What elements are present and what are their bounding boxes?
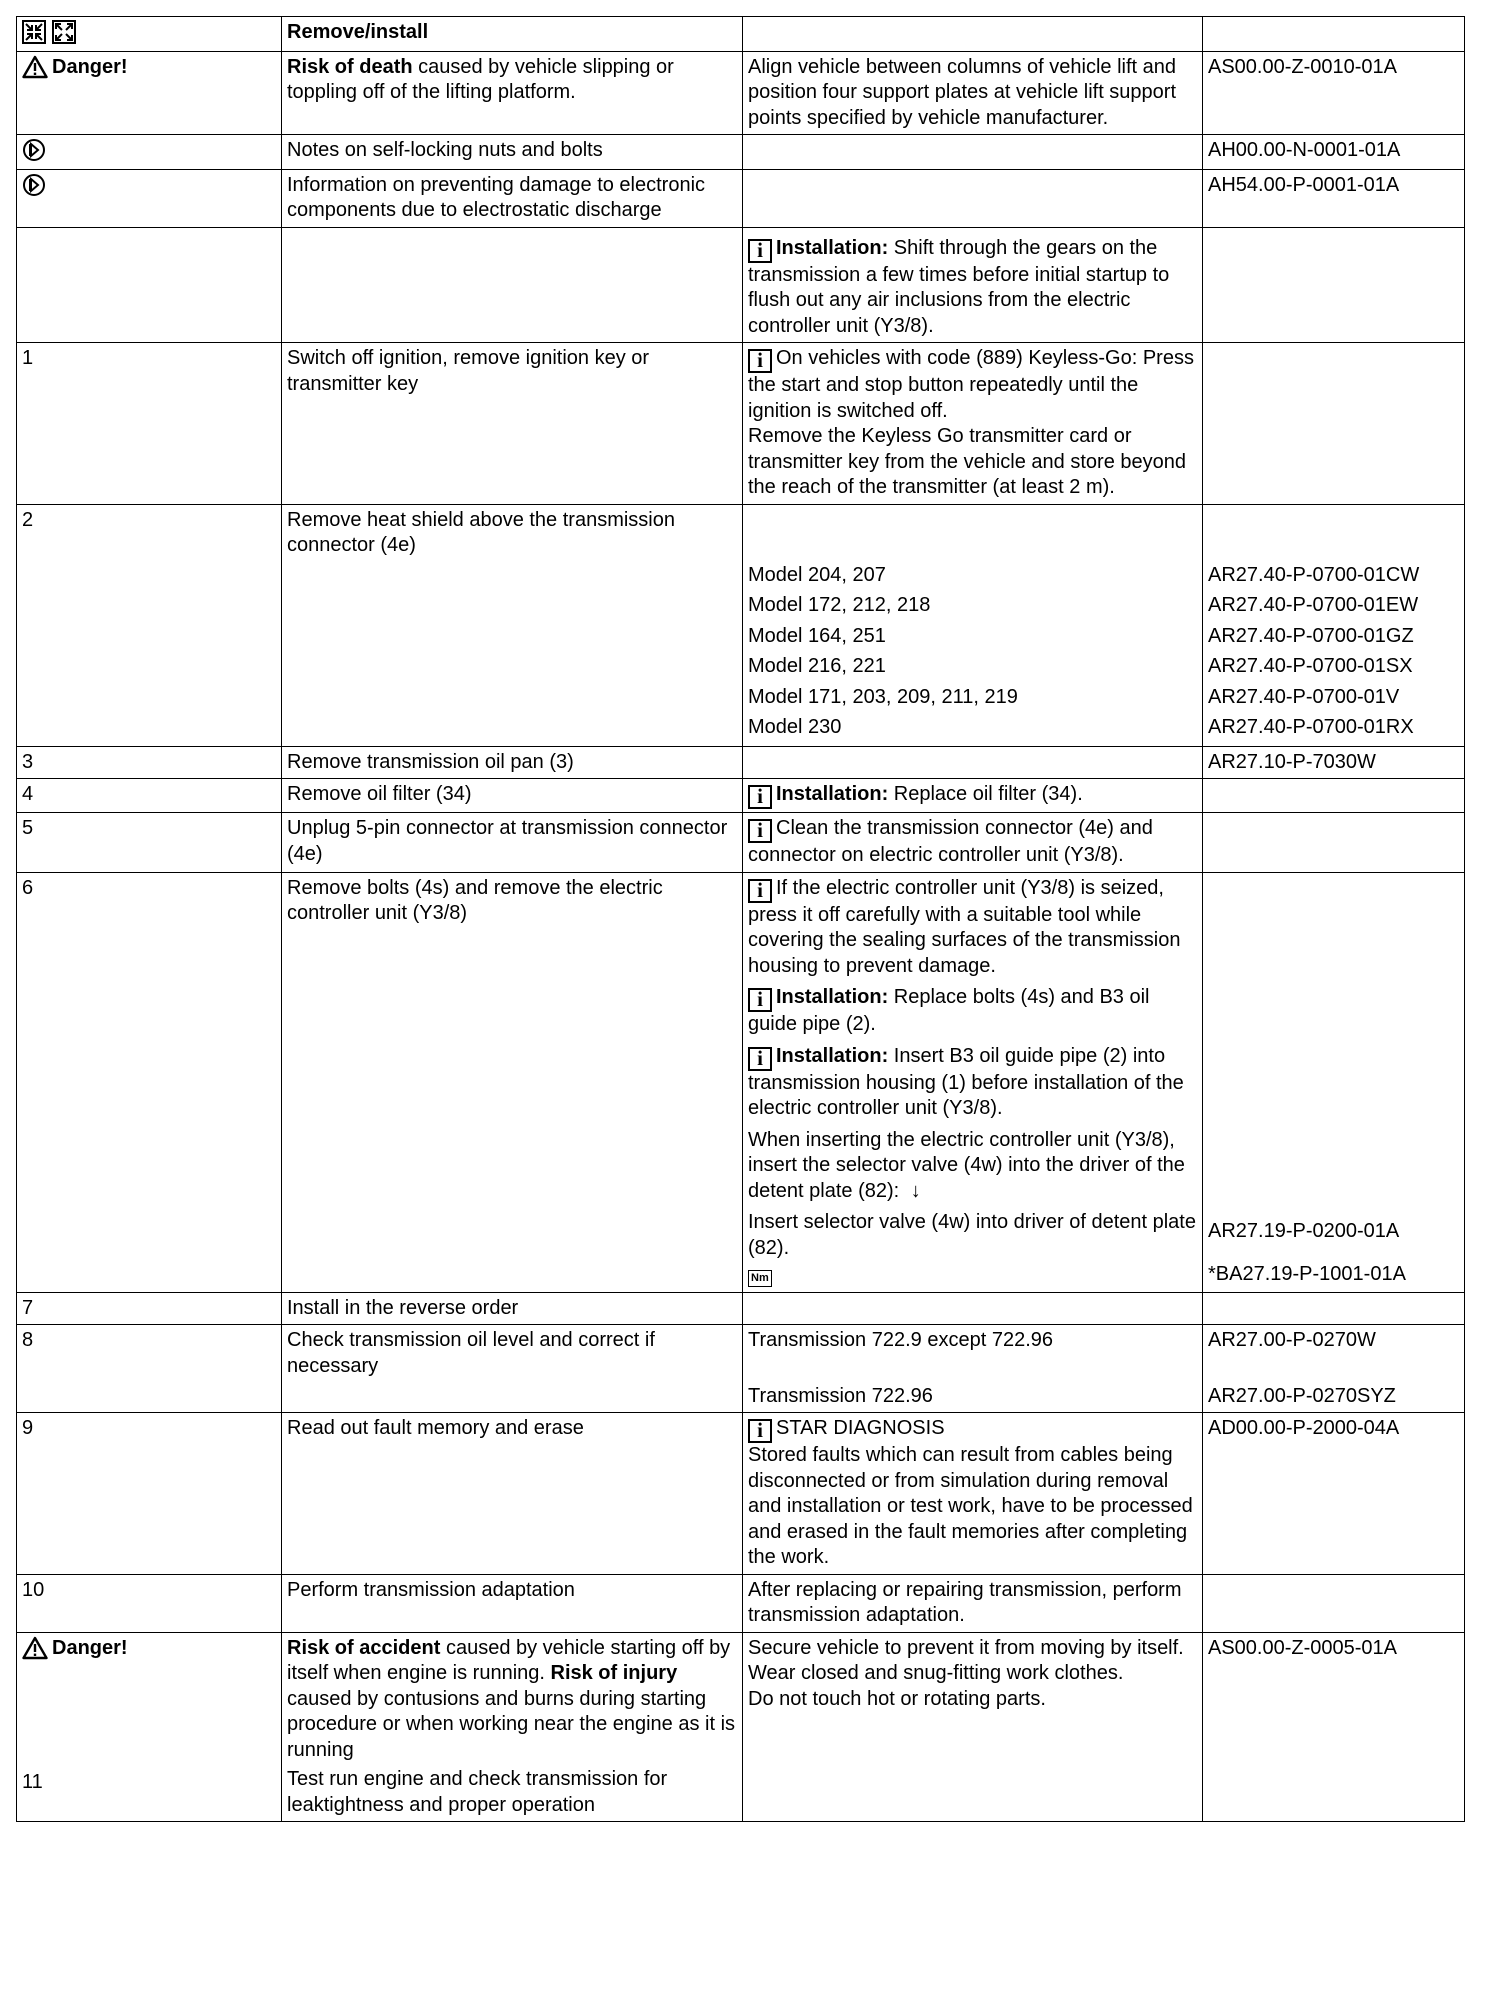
model-item: Model 172, 212, 218 <box>748 594 931 616</box>
info-icon: i <box>748 785 772 809</box>
info-icon: i <box>748 879 772 903</box>
reference-code: AS00.00-Z-0005-01A <box>1203 1632 1465 1822</box>
model-item: Model 230 <box>748 716 842 738</box>
step-number: 4 <box>17 779 282 813</box>
step-text: Remove bolts (4s) and remove the electric controller unit (Y3/8) <box>282 872 743 1292</box>
info-row: i Installation: Shift through the gears on the transmission a few times before initial startup to flush out any air inclusions from the electric controller unit (Y3/8). <box>17 227 1465 343</box>
info-icon: i <box>748 1419 772 1443</box>
step-row: 8 Check transmission oil level and correct if necessary Transmission 722.9 except 722.96 Transmission 722.96 AR27.00-P-0270W AR27.00-P-0270SYZ <box>17 1325 1465 1413</box>
reference-code: AH54.00-P-0001-01A <box>1203 169 1465 227</box>
step-row: 10 Perform transmission adaptation After replacing or repairing transmission, perform transmission adaptation. <box>17 1574 1465 1632</box>
step-number: 7 <box>17 1292 282 1325</box>
reference-code: AR27.19-P-0200-01A <box>1208 1219 1400 1242</box>
step-row <box>17 1292 1465 1325</box>
reference-code: AR27.40-P-0700-01EW <box>1208 594 1419 616</box>
step-number: 8 <box>17 1325 282 1413</box>
step-text: Test run engine and check transmission for leaktightness and proper operation <box>287 1768 668 1816</box>
step-text: Read out fault memory and erase <box>282 1413 743 1575</box>
header-row <box>17 17 1465 52</box>
note-reference-icon <box>22 173 46 197</box>
step-text: Switch off ignition, remove ignition key or transmitter key <box>282 343 743 505</box>
model-item: Model 204, 207 <box>748 563 886 586</box>
reference-code: AR27.40-P-0700-01GZ <box>1208 624 1414 647</box>
warning-triangle-icon <box>22 1636 48 1660</box>
remove-icon <box>22 20 46 44</box>
step-row: 1 Switch off ignition, remove ignition key or transmitter key i On vehicles with code (889) Keyless-Go: Press the start and stop button repeatedly until the ignition is switched off. Remove the Keyless Go transmitter card or transmitter key from the vehicle and store beyond the reach of the transmitter (at least 2 m). <box>17 343 1465 505</box>
reference-code: AR27.40-P-0700-01V <box>1208 685 1400 708</box>
reference-code: AR27.40-P-0700-01RX <box>1208 716 1414 738</box>
step-text: Remove oil filter (34) <box>282 779 743 813</box>
step-text: Unplug 5-pin connector at transmission connector (4e) <box>282 813 743 873</box>
step-text: Check transmission oil level and correct if necessary <box>282 1325 743 1413</box>
step-text: Install in the reverse order <box>282 1292 743 1325</box>
step-text: Perform transmission adaptation <box>282 1574 743 1632</box>
step-number: 1 <box>17 343 282 505</box>
danger-label: Danger! <box>22 55 128 81</box>
reference-code: AS00.00-Z-0010-01A <box>1203 51 1465 135</box>
info-icon: i <box>748 239 772 263</box>
step-number: 10 <box>17 1574 282 1632</box>
torque-nm-icon: Nm <box>748 1270 772 1287</box>
note-reference-icon <box>22 138 46 162</box>
model-item: Model 171, 203, 209, 211, 219 <box>748 685 1018 708</box>
reference-code: AR27.00-P-0270W <box>1208 1329 1376 1351</box>
info-icon: i <box>748 1047 772 1071</box>
warning-triangle-icon <box>22 55 48 79</box>
step-row <box>17 504 1465 746</box>
step-number: 5 <box>17 813 282 873</box>
danger-row: Danger! 11 Risk of accident caused by vehicle starting off by itself when engine is running. Risk of injury caused by contusions and burns during starting procedure or when working near the engine as it is running Test run engine and check transmission for leaktightness and proper operation Secure vehicle to prevent it from moving by itself. Wear closed and snug-fitting work clothes. Do not touch hot or rotating parts. AS00.00-Z-0005-01A <box>17 1632 1465 1822</box>
info-icon: i <box>748 819 772 843</box>
note-row: Information on preventing damage to electronic components due to electrostatic discharge AH54.00-P-0001-01A <box>17 169 1465 227</box>
danger-row: Danger! Risk of death caused by vehicle slipping or toppling off of the lifting platform. Align vehicle between columns of vehicle lift and position four support plates at vehicle lift support points specified by vehicle manufacturer. AS00.00-Z-0010-01A <box>17 51 1465 135</box>
reference-code: AR27.10-P-7030W <box>1203 746 1465 779</box>
reference-code: AH00.00-N-0001-01A <box>1203 135 1465 170</box>
step-text: Remove heat shield above the transmission connector (4e) <box>282 504 743 746</box>
danger-label: Danger! <box>22 1636 128 1662</box>
model-item: Model 216, 221 <box>748 655 886 677</box>
reference-code: AR27.00-P-0270SYZ <box>1208 1384 1396 1407</box>
step-number: 6 <box>17 872 282 1292</box>
reference-code: AR27.40-P-0700-01SX <box>1208 655 1413 677</box>
step-row: 9 Read out fault memory and erase i STAR DIAGNOSIS Stored faults which can result from cables being disconnected or from simulation during removal and installation or test work, have to be processed and erased in the fault memories after completing the work. AD00.00-P-2000-04A <box>17 1413 1465 1575</box>
header-icons-cell <box>17 17 282 52</box>
note-row: Notes on self-locking nuts and bolts AH00.00-N-0001-01A <box>17 135 1465 170</box>
step-number: 3 <box>17 746 282 779</box>
step-text: Remove transmission oil pan (3) <box>282 746 743 779</box>
step-row: 4 Remove oil filter (34) i Installation: Replace oil filter (34). <box>17 779 1465 813</box>
reference-code: *BA27.19-P-1001-01A <box>1208 1263 1406 1285</box>
danger-measure: Align vehicle between columns of vehicle lift and position four support plates at vehicle lift support points specified by vehicle manufacturer. <box>743 51 1203 135</box>
arrow-down-icon: ↓ <box>910 1179 921 1202</box>
reference-code: AR27.40-P-0700-01CW <box>1208 563 1420 586</box>
step-row: 5 Unplug 5-pin connector at transmission connector (4e) i Clean the transmission connector (4e) and connector on electric controller unit (Y3/8). <box>17 813 1465 873</box>
install-icon <box>52 20 76 44</box>
step-number: 11 <box>22 1770 43 1793</box>
step-number: 9 <box>17 1413 282 1575</box>
step-number: 2 <box>17 504 282 746</box>
procedure-table <box>16 16 1465 1822</box>
info-icon: i <box>748 349 772 373</box>
header-title: Remove/install <box>282 17 743 52</box>
step-row <box>17 746 1465 779</box>
step-row: 6 Remove bolts (4s) and remove the electric controller unit (Y3/8) i If the electric controller unit (Y3/8) is seized, press it off carefully with a suitable tool while covering the sealing surfaces of the transmission housing to prevent damage. i Installation: Replace bolts (4s) and B3 oil guide pipe (2). i Installation: Insert B3 oil guide pipe (2) into transmission housing (1) before installation of the electric controller unit (Y3/8). When inserting the electric controller unit (Y3/8), insert the selector valve (4w) into the driver of the detent plate (82): ↓ Insert selector valve (4w) into driver of detent plate (82). Nm AR27.19-P-0200-01A *BA27.19-P-1001-01A <box>17 872 1465 1292</box>
model-item: Model 164, 251 <box>748 624 886 647</box>
info-icon: i <box>748 988 772 1012</box>
reference-code: AD00.00-P-2000-04A <box>1203 1413 1465 1575</box>
